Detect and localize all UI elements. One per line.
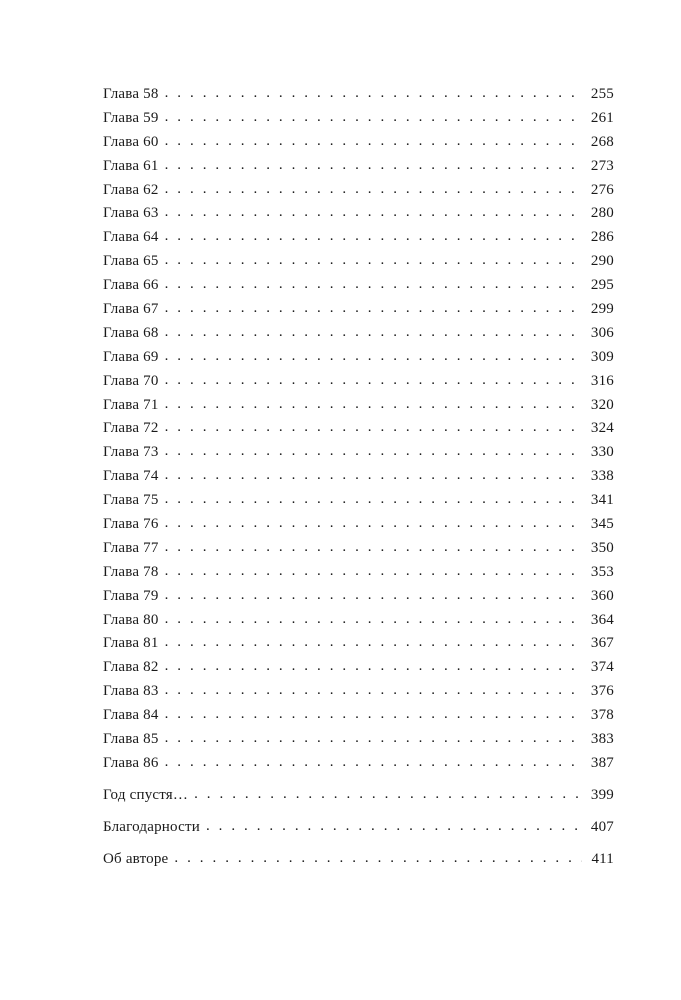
- toc-entry-label: Год спустя…: [103, 786, 189, 803]
- dot-leader: [165, 300, 582, 317]
- toc-entry-label: Глава 64: [103, 229, 159, 246]
- toc-entry-page-number: 295: [590, 277, 614, 294]
- toc-entry[interactable]: [103, 755, 614, 779]
- toc-entry[interactable]: [103, 588, 614, 612]
- dot-leader: [165, 157, 582, 174]
- toc-entry-page-number: 320: [590, 396, 614, 413]
- dot-leader: [165, 181, 582, 198]
- dot-leader: [165, 372, 582, 389]
- dot-leader: [165, 587, 582, 604]
- dot-leader: [165, 539, 582, 556]
- dot-leader: [165, 109, 582, 126]
- toc-entry-label: Глава 71: [103, 396, 159, 413]
- dot-leader: [165, 658, 582, 675]
- toc-entry-page-number: 387: [590, 754, 614, 771]
- toc-entry-label: Глава 62: [103, 181, 159, 198]
- toc-entry[interactable]: [103, 373, 614, 397]
- toc-entry[interactable]: [103, 301, 614, 325]
- toc-entry-page-number: 280: [590, 205, 614, 222]
- toc-entry-label: Глава 67: [103, 301, 159, 318]
- toc-entry-page-number: 345: [590, 516, 614, 533]
- toc-entry-page-number: 383: [590, 731, 614, 748]
- dot-leader: [165, 515, 582, 532]
- dot-leader: [206, 818, 582, 835]
- dot-leader: [165, 611, 582, 628]
- toc-entry-label: Глава 84: [103, 707, 159, 724]
- dot-leader: [165, 730, 582, 747]
- chapter-list: [103, 86, 614, 779]
- toc-entry-page-number: 268: [590, 133, 614, 150]
- dot-leader: [165, 133, 582, 150]
- toc-entry[interactable]: [103, 86, 614, 110]
- toc-entry-label: Глава 82: [103, 659, 159, 676]
- toc-entry[interactable]: [103, 540, 614, 564]
- dot-leader: [165, 85, 582, 102]
- table-of-contents: [103, 86, 614, 875]
- toc-entry-page-number: 399: [590, 786, 614, 803]
- toc-entry[interactable]: [103, 492, 614, 516]
- toc-entry[interactable]: [103, 397, 614, 421]
- toc-entry-label: Глава 65: [103, 253, 159, 270]
- toc-entry[interactable]: [103, 182, 614, 206]
- dot-leader: [165, 204, 582, 221]
- toc-entry-label: Глава 80: [103, 611, 159, 628]
- toc-entry-page-number: 290: [590, 253, 614, 270]
- toc-entry-label: Глава 76: [103, 516, 159, 533]
- toc-entry-label: Глава 79: [103, 587, 159, 604]
- toc-entry[interactable]: [103, 444, 614, 468]
- toc-entry-label: Глава 68: [103, 324, 159, 341]
- toc-entry[interactable]: [103, 787, 614, 811]
- toc-entry-page-number: 411: [591, 850, 614, 867]
- toc-entry[interactable]: [103, 158, 614, 182]
- toc-entry[interactable]: [103, 683, 614, 707]
- toc-entry-page-number: 350: [590, 539, 614, 556]
- dot-leader: [165, 324, 582, 341]
- toc-entry-page-number: 338: [590, 468, 614, 485]
- toc-entry-label: Глава 69: [103, 348, 159, 365]
- dot-leader: [165, 634, 582, 651]
- toc-entry-page-number: 374: [590, 659, 614, 676]
- toc-entry-label: Глава 59: [103, 109, 159, 126]
- toc-entry-page-number: 378: [590, 707, 614, 724]
- toc-entry-page-number: 306: [590, 324, 614, 341]
- toc-entry[interactable]: [103, 659, 614, 683]
- toc-entry-page-number: 341: [590, 492, 614, 509]
- toc-entry-page-number: 309: [590, 348, 614, 365]
- toc-entry[interactable]: [103, 420, 614, 444]
- toc-entry-page-number: 367: [590, 635, 614, 652]
- toc-entry-page-number: 376: [590, 683, 614, 700]
- toc-entry[interactable]: [103, 564, 614, 588]
- toc-entry-label: Глава 58: [103, 86, 159, 102]
- toc-entry[interactable]: [103, 707, 614, 731]
- toc-entry[interactable]: [103, 851, 614, 875]
- toc-entry-page-number: 261: [590, 109, 614, 126]
- dot-leader: [165, 419, 582, 436]
- dot-leader: [165, 706, 582, 723]
- toc-entry[interactable]: [103, 819, 614, 843]
- toc-entry[interactable]: [103, 635, 614, 659]
- toc-entry-label: Глава 63: [103, 205, 159, 222]
- toc-entry[interactable]: [103, 731, 614, 755]
- toc-entry[interactable]: [103, 110, 614, 134]
- toc-entry-page-number: 276: [590, 181, 614, 198]
- dot-leader: [165, 754, 582, 771]
- toc-entry-label: Глава 83: [103, 683, 159, 700]
- toc-entry-page-number: 353: [590, 563, 614, 580]
- dot-leader: [194, 786, 582, 803]
- toc-entry[interactable]: [103, 612, 614, 636]
- toc-entry-label: Глава 70: [103, 372, 159, 389]
- toc-entry[interactable]: [103, 516, 614, 540]
- dot-leader: [165, 252, 582, 269]
- toc-entry-page-number: 316: [590, 372, 614, 389]
- dot-leader: [174, 850, 582, 867]
- toc-entry-page-number: 330: [590, 444, 614, 461]
- toc-entry[interactable]: [103, 229, 614, 253]
- dot-leader: [165, 396, 582, 413]
- dot-leader: [165, 491, 582, 508]
- toc-entry-page-number: 255: [590, 86, 614, 102]
- toc-entry-page-number: 407: [590, 818, 614, 835]
- toc-entry-label: Глава 75: [103, 492, 159, 509]
- toc-entry-label: Глава 78: [103, 563, 159, 580]
- toc-entry-label: Глава 72: [103, 420, 159, 437]
- dot-leader: [165, 443, 582, 460]
- toc-entry-page-number: 299: [590, 301, 614, 318]
- toc-entry-label: Глава 77: [103, 539, 159, 556]
- toc-entry-page-number: 286: [590, 229, 614, 246]
- dot-leader: [165, 467, 582, 484]
- dot-leader: [165, 228, 582, 245]
- toc-entry-page-number: 273: [590, 157, 614, 174]
- toc-entry-label: Глава 73: [103, 444, 159, 461]
- toc-entry-label: Глава 61: [103, 157, 159, 174]
- toc-entry[interactable]: [103, 253, 614, 277]
- toc-entry[interactable]: [103, 205, 614, 229]
- toc-entry-page-number: 324: [590, 420, 614, 437]
- toc-entry-page-number: 360: [590, 587, 614, 604]
- dot-leader: [165, 563, 582, 580]
- toc-entry[interactable]: [103, 468, 614, 492]
- back-matter-list: [103, 787, 614, 875]
- dot-leader: [165, 276, 582, 293]
- toc-entry-label: Глава 60: [103, 133, 159, 150]
- toc-entry-label: Об авторе: [103, 850, 169, 867]
- dot-leader: [165, 682, 582, 699]
- toc-entry[interactable]: [103, 349, 614, 373]
- toc-entry[interactable]: [103, 277, 614, 301]
- toc-entry[interactable]: [103, 134, 614, 158]
- dot-leader: [165, 348, 582, 365]
- toc-entry-label: Глава 85: [103, 731, 159, 748]
- toc-entry-label: Глава 81: [103, 635, 159, 652]
- toc-entry-label: Глава 86: [103, 754, 159, 771]
- toc-entry-page-number: 364: [590, 611, 614, 628]
- toc-entry-label: Благодарности: [103, 818, 200, 835]
- toc-entry-label: Глава 74: [103, 468, 159, 485]
- toc-entry[interactable]: [103, 325, 614, 349]
- toc-entry-label: Глава 66: [103, 277, 159, 294]
